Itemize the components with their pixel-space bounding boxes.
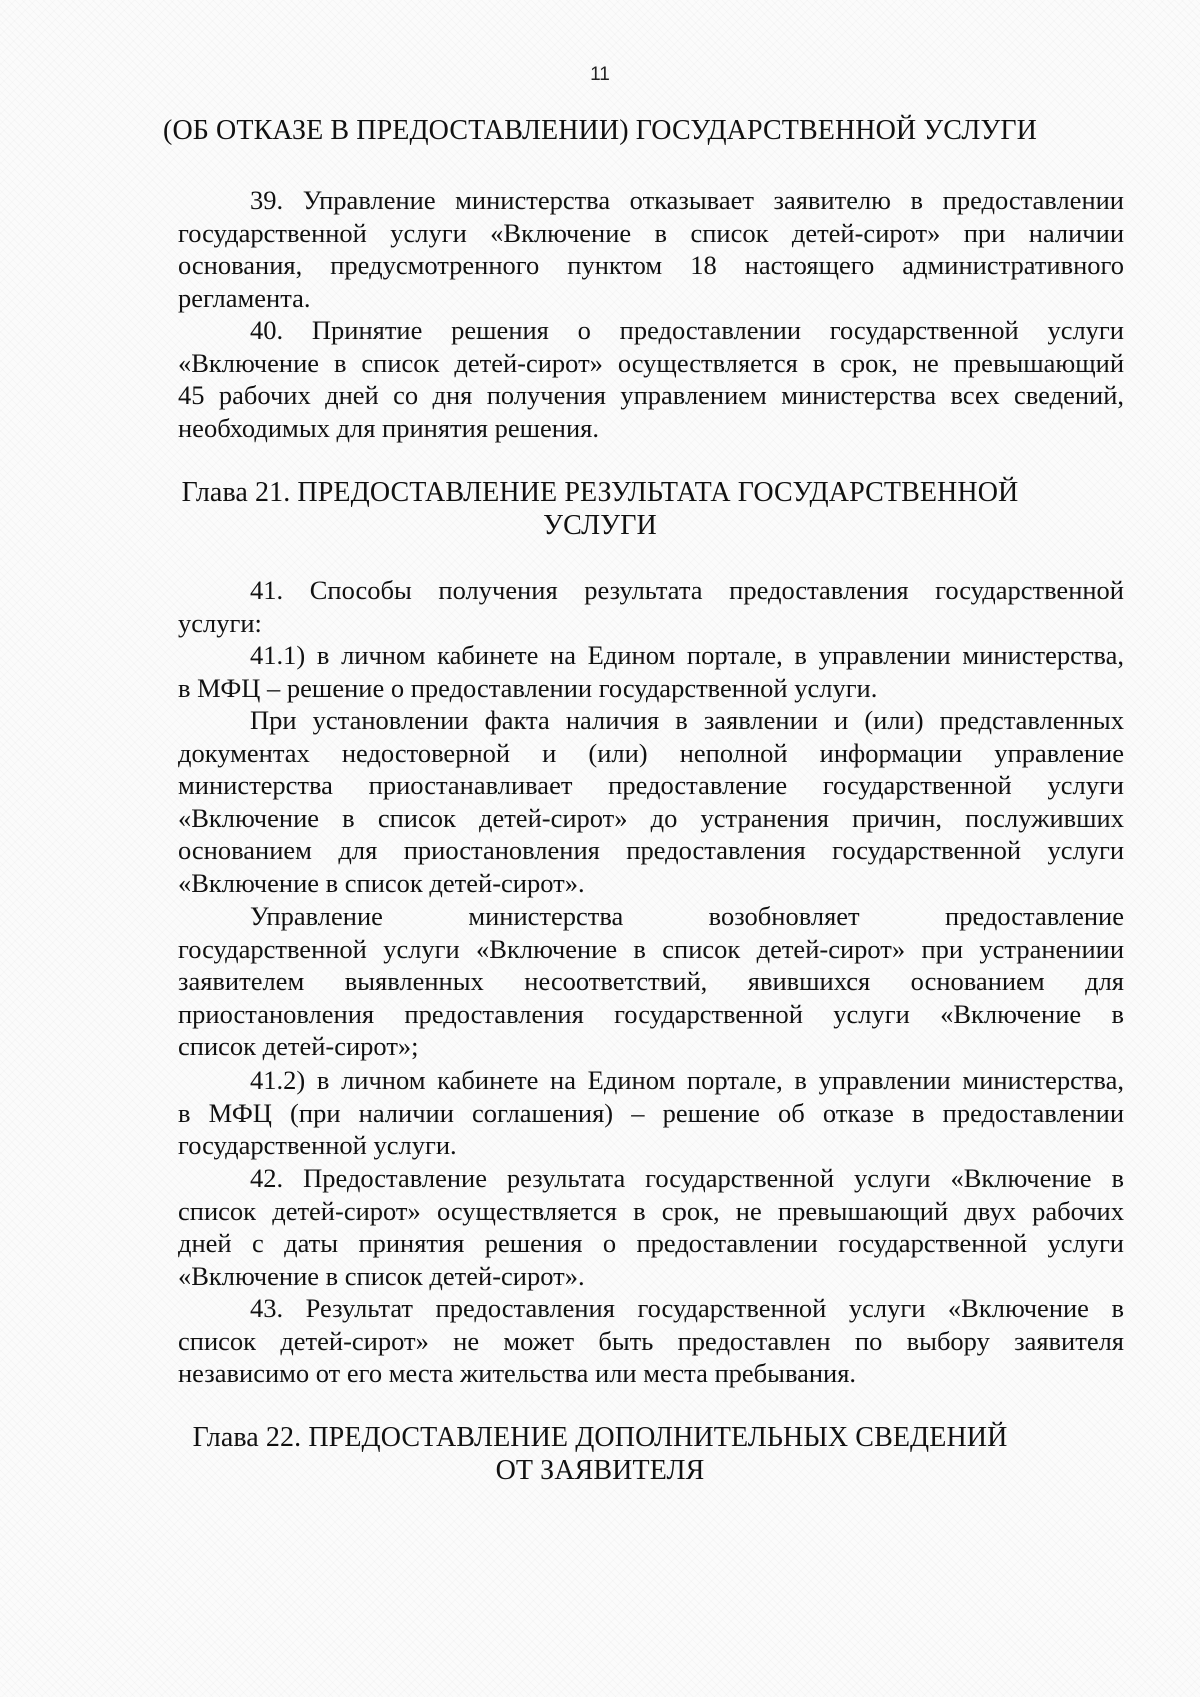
text-line: регламента. (178, 282, 311, 313)
text-line: основанием для приостановления предоставления государственной услуги (178, 835, 1124, 866)
text-line: основания, предусмотренного пунктом 18 настоящего административного (178, 250, 1124, 281)
text-line: «Включение в список детей-сирот» до устранения причин, послуживших (178, 802, 1124, 833)
text-line: 42. Предоставление результата государственной услуги «Включение в (250, 1163, 1124, 1193)
paragraph-39 (178, 184, 1124, 314)
heading-line: Глава 22. ПРЕДОСТАВЛЕНИЕ ДОПОЛНИТЕЛЬНЫХ СВЕДЕНИЙ (192, 1422, 1008, 1453)
paragraph-43 (178, 1292, 1124, 1390)
text-line: заявителем выявленных несоответствий, явившихся основанием для (178, 966, 1124, 997)
text-line: 41.2) в личном кабинете на Едином портале, в управлении министерства, (250, 1065, 1124, 1095)
text-line: в МФЦ (при наличии соглашения) – решение об отказе в предоставлении (178, 1097, 1124, 1128)
section-heading (150, 114, 1050, 147)
text-line: список детей-сирот»; (178, 1031, 419, 1062)
text-line: «Включение в список детей-сирот». (178, 1260, 585, 1291)
paragraph-suspension (178, 704, 1124, 900)
text-line: приостановления предоставления государственной услуги «Включение в (178, 998, 1124, 1029)
paragraph-resumption (178, 900, 1124, 1063)
paragraph-41-2 (178, 1064, 1124, 1162)
heading-line: ОТ ЗАЯВИТЕЛЯ (495, 1455, 705, 1486)
text-line: 41. Способы получения результата предоставления государственной (250, 575, 1124, 605)
text-line: государственной услуги «Включение в список детей-сирот» при устранениии (178, 933, 1124, 964)
paragraph-40 (178, 314, 1124, 444)
text-line: 40. Принятие решения о предоставлении государственной услуги (250, 315, 1124, 345)
text-line: министерства приостанавливает предоставление государственной услуги (178, 770, 1124, 801)
text-line: «Включение в список детей-сирот». (178, 867, 585, 898)
text-line: список детей-сирот» не может быть предоставлен по выбору заявителя (178, 1325, 1124, 1356)
text-line: необходимых для принятия решения. (178, 412, 599, 443)
text-line: услуги: (178, 607, 262, 638)
text-line: дней с даты принятия решения о предоставлении государственной услуги (178, 1228, 1124, 1259)
page-number: 11 (590, 64, 610, 85)
text-line: независимо от его места жительства или места пребывания. (178, 1358, 857, 1389)
text-line: список детей-сирот» осуществляется в срок, не превышающий двух рабочих (178, 1195, 1124, 1226)
paragraph-41 (178, 574, 1124, 639)
heading-line: Глава 21. ПРЕДОСТАВЛЕНИЕ РЕЗУЛЬТАТА ГОСУДАРСТВЕННОЙ (181, 477, 1019, 508)
text-line: «Включение в список детей-сирот» осуществляется в срок, не превышающий (178, 347, 1124, 378)
text-line: 45 рабочих дней со дня получения управлением министерства всех сведений, (178, 380, 1124, 411)
chapter-22-heading (150, 1421, 1050, 1487)
chapter-21-heading (150, 476, 1050, 542)
text-line: При установлении факта наличия в заявлении и (или) представленных (250, 705, 1124, 735)
heading-line: УСЛУГИ (543, 510, 657, 541)
text-line: 39. Управление министерства отказывает заявителю в предоставлении (250, 185, 1124, 215)
paragraph-42 (178, 1162, 1124, 1292)
heading-line: (ОБ ОТКАЗЕ В ПРЕДОСТАВЛЕНИИ) ГОСУДАРСТВЕННОЙ УСЛУГИ (163, 115, 1037, 146)
text-line: в МФЦ – решение о предоставлении государственной услуги. (178, 672, 878, 703)
text-line: 41.1) в личном кабинете на Едином портале, в управлении министерства, (250, 640, 1124, 670)
text-line: документах недостоверной и (или) неполной информации управление (178, 737, 1124, 768)
paragraph-41-1 (178, 639, 1124, 704)
text-line: 43. Результат предоставления государственной услуги «Включение в (250, 1293, 1124, 1323)
text-line: государственной услуги «Включение в список детей-сирот» при наличии (178, 217, 1124, 248)
text-line: государственной услуги. (178, 1130, 457, 1161)
text-line: Управление министерства возобновляет предоставление (250, 901, 1124, 931)
